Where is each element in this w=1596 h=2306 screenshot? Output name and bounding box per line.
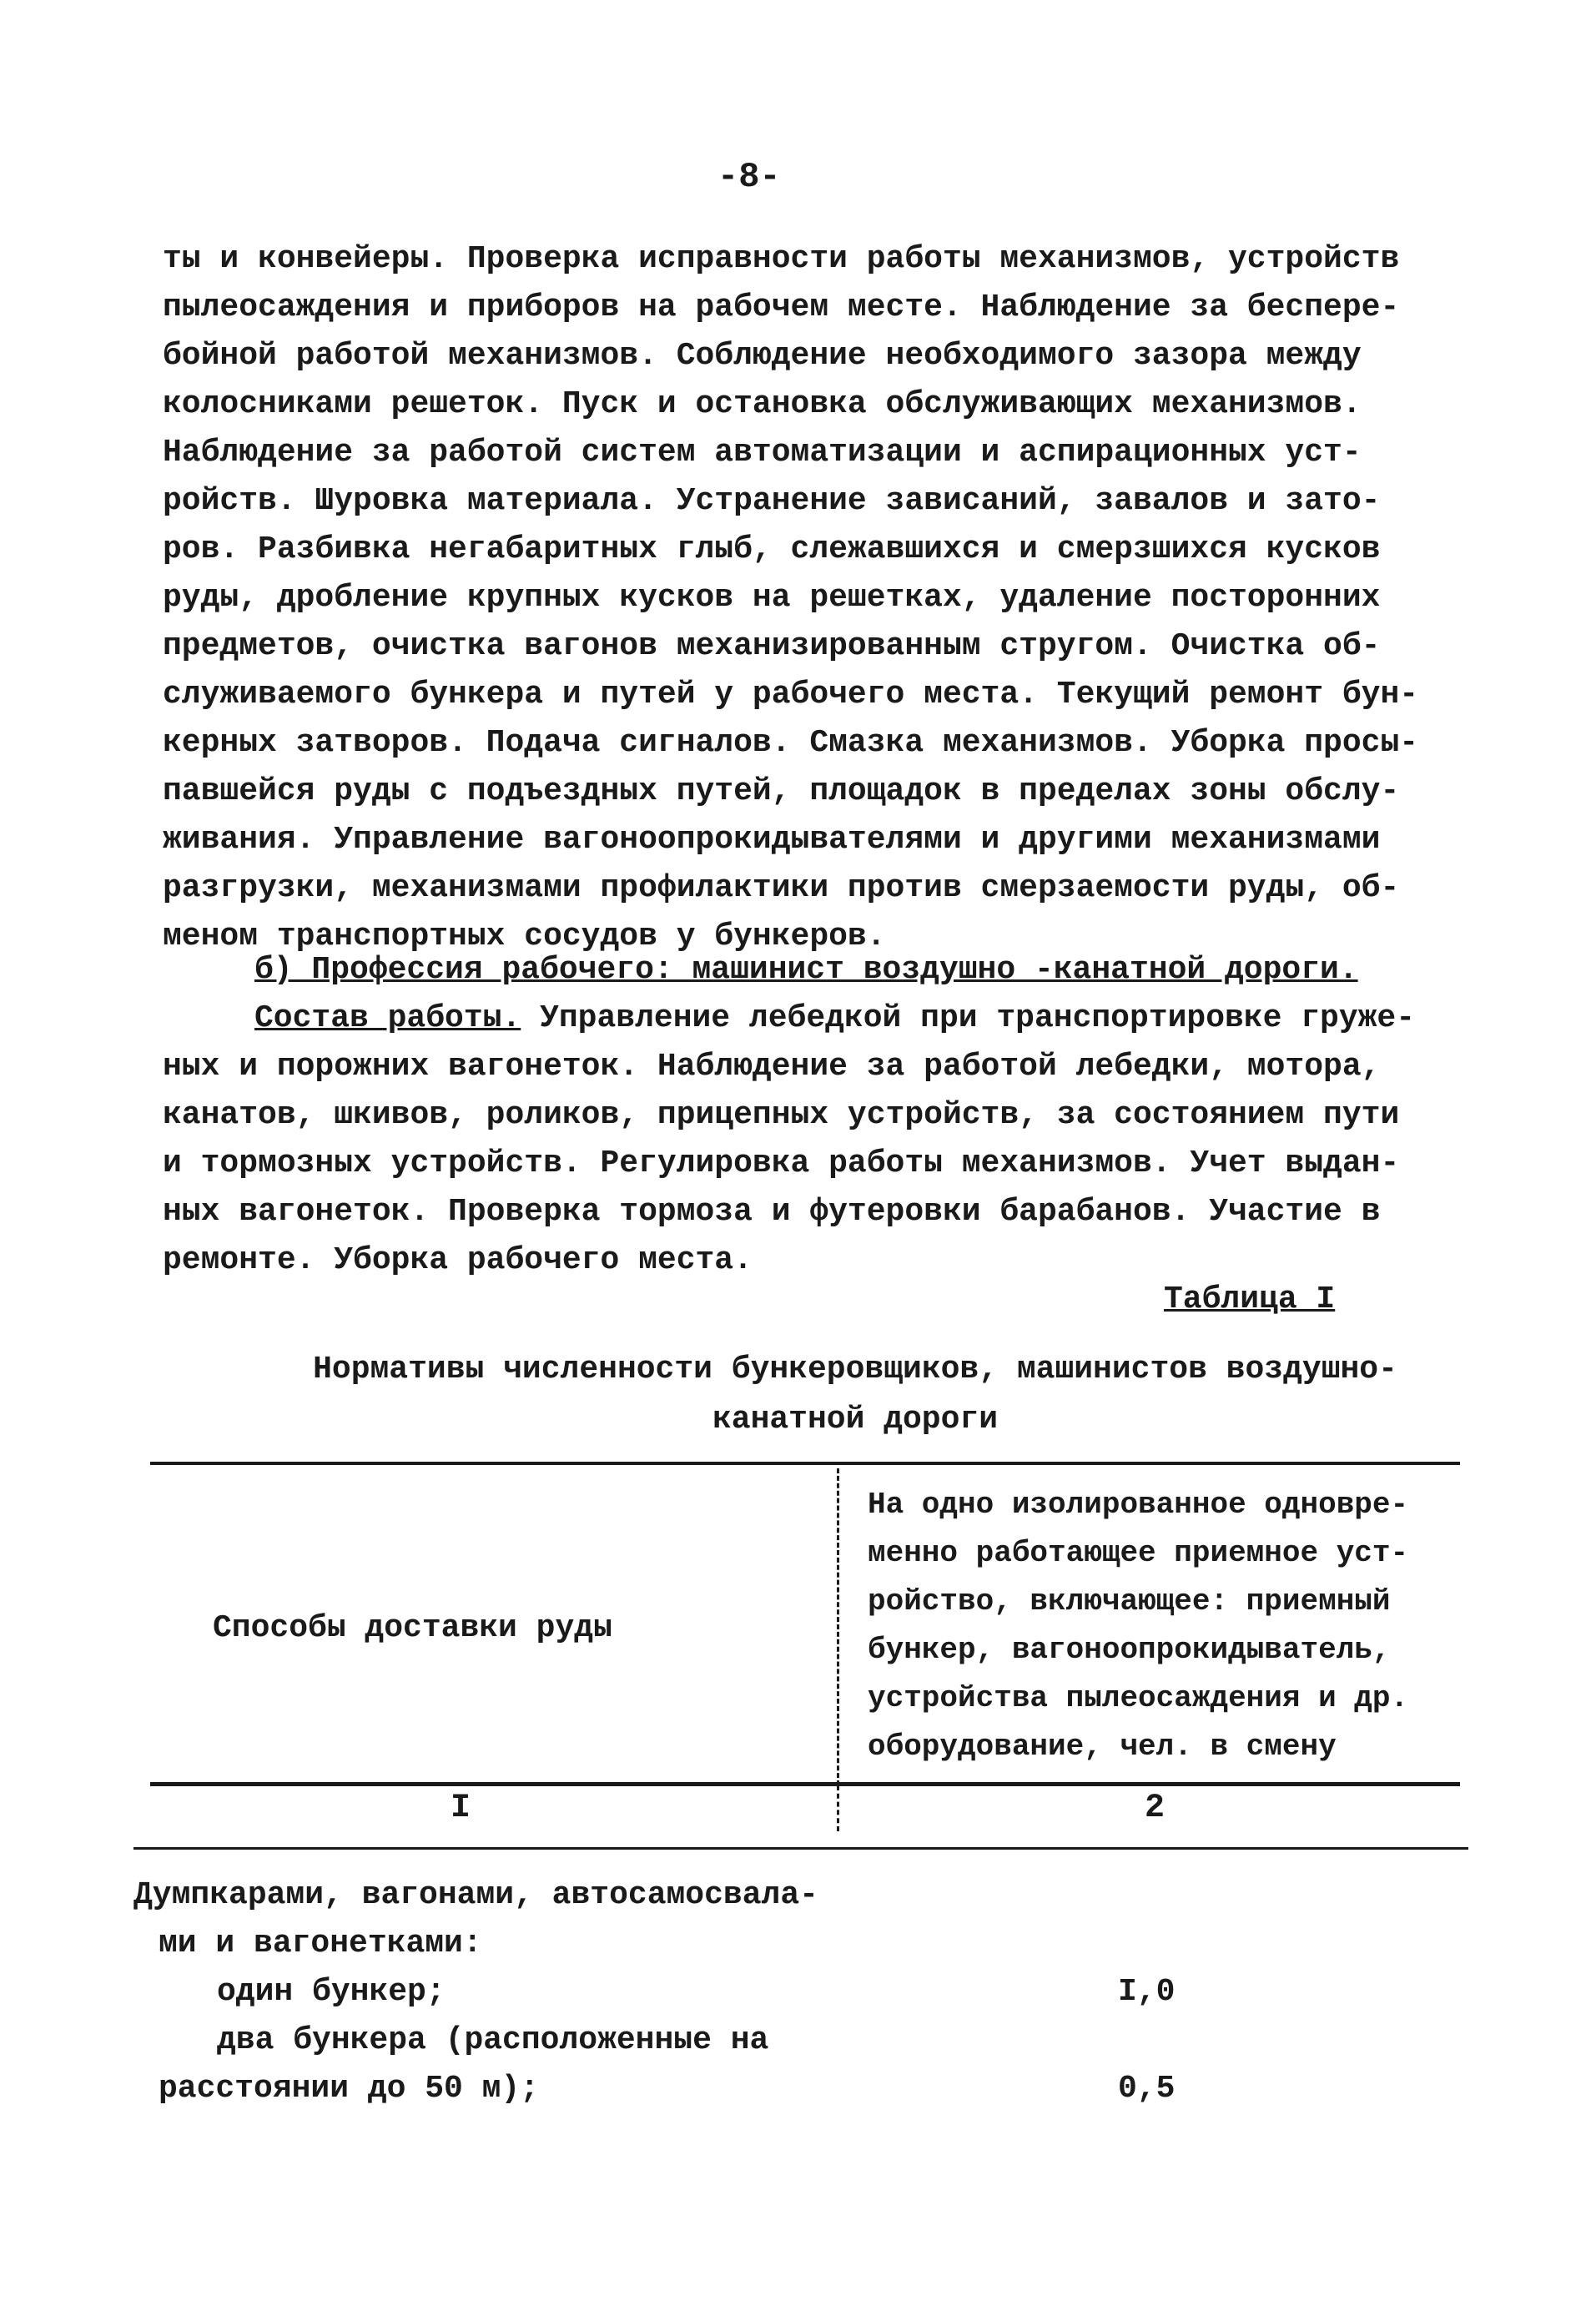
table-title-line: Нормативы численности бункеровщиков, машинистов воздушно- — [313, 1352, 1397, 1387]
col2-header-line: менно работающее приемное уст- — [868, 1536, 1409, 1570]
body-text — [163, 235, 1447, 961]
body-line: служиваемого бункера и путей у рабочего места. Текущий ремонт бун- — [163, 677, 1419, 712]
body-line: разгрузки, механизмами профилактики против смерзаемости руды, об- — [163, 870, 1400, 906]
col2-header-line: ройство, включающее: приемный — [868, 1584, 1391, 1619]
body-line: пылеосаждения и приборов на рабочем месте. Наблюдение за бесперe- — [163, 290, 1400, 325]
body-line: керных затворов. Подача сигналов. Смазка механизмов. Уборка просы- — [163, 725, 1419, 761]
profession-line: ных вагонеток. Проверка тормоза и футеровки барабанов. Участие в — [163, 1194, 1381, 1230]
table-header-rule — [150, 1782, 1460, 1786]
col2-header — [868, 1481, 1468, 1771]
col2-header-line: На одно изолированное одновре- — [868, 1488, 1409, 1522]
body-line: колосниками решеток. Пуск и остановка обслуживающих механизмов. — [163, 386, 1362, 422]
body-line: павшейся руды с подъездных путей, площадок в пределах зоны обслу- — [163, 773, 1400, 809]
col1-header: Способы доставки руды — [213, 1610, 612, 1646]
profession-heading — [163, 946, 1447, 994]
body-line: живания. Управление вагоноопрокидывателями и другими механизмами — [163, 822, 1381, 858]
composition-label: Состав работы. — [254, 1000, 521, 1036]
table-column-divider-numbers — [837, 1785, 839, 1831]
table-label: Таблица I — [1164, 1281, 1336, 1317]
table-title-line: канатной дороги — [712, 1402, 999, 1437]
profession-heading-text: б) Профессия рабочего: машинист воздушно -канатной дороги. — [254, 952, 1358, 988]
row-text: два бункера (расположенные на — [217, 2022, 769, 2058]
table-row — [133, 1926, 1468, 1974]
table-title — [250, 1345, 1460, 1445]
table-top-rule — [150, 1462, 1460, 1465]
col1-number: I — [451, 1790, 471, 1827]
col2-header-line: оборудование, чел. в смену — [868, 1730, 1337, 1764]
body-line: ройств. Шуровка материала. Устранение зависаний, завалов и зато- — [163, 483, 1381, 519]
table-body — [133, 1877, 1468, 2119]
col2-header-line: бункер, вагоноопрокидыватель, — [868, 1633, 1391, 1667]
body-line: Наблюдение за работой систем автоматизации и аспирационных уст- — [163, 435, 1362, 471]
table-row — [133, 1877, 1468, 1926]
composition-line — [163, 994, 1447, 1043]
body-line: руды, дробление крупных кусков на решетках, удаление посторонних — [163, 580, 1381, 616]
profession-line: ных и порожних вагонеток. Наблюдение за работой лебедки, мотора, — [163, 1049, 1381, 1085]
profession-line: и тормозных устройств. Регулировка работы механизмов. Учет выдан- — [163, 1145, 1400, 1181]
profession-section — [163, 946, 1447, 1285]
col2-number: 2 — [1145, 1790, 1166, 1827]
row-text: расстоянии до 50 м); — [159, 2071, 540, 2107]
body-line: бойной работой механизмов. Соблюдение необходимого зазора между — [163, 338, 1362, 374]
row-text: ми и вагонетками: — [159, 1926, 482, 1961]
table-row — [133, 2071, 1468, 2119]
composition-first: Управление лебедкой при транспортировке груже- — [521, 1000, 1416, 1036]
page-number: -8- — [717, 157, 781, 197]
body-line: ты и конвейеры. Проверка исправности работы механизмов, устройств — [163, 241, 1400, 277]
table-number-rule — [133, 1847, 1468, 1850]
row-value: I,0 — [1118, 1974, 1176, 2010]
table-column-divider — [837, 1468, 839, 1785]
body-line: предметов, очистка вагонов механизированным стругом. Очистка об- — [163, 628, 1381, 664]
table-row — [133, 1974, 1468, 2022]
col2-header-line: устройства пылеосаждения и др. — [868, 1681, 1409, 1715]
row-value: 0,5 — [1118, 2071, 1176, 2107]
row-text: Думпкарами, вагонами, автосамосвала- — [133, 1877, 818, 1913]
profession-line: канатов, шкивов, роликов, прицепных устройств, за состоянием пути — [163, 1097, 1400, 1133]
body-line: меном транспортных сосудов у бункеров. — [163, 919, 886, 954]
profession-line: ремонте. Уборка рабочего места. — [163, 1242, 753, 1278]
body-line: ров. Разбивка негабаритных глыб, слежавшихся и смерзшихся кусков — [163, 531, 1381, 567]
row-text: один бункер; — [217, 1974, 446, 2010]
table-row — [133, 2022, 1468, 2071]
